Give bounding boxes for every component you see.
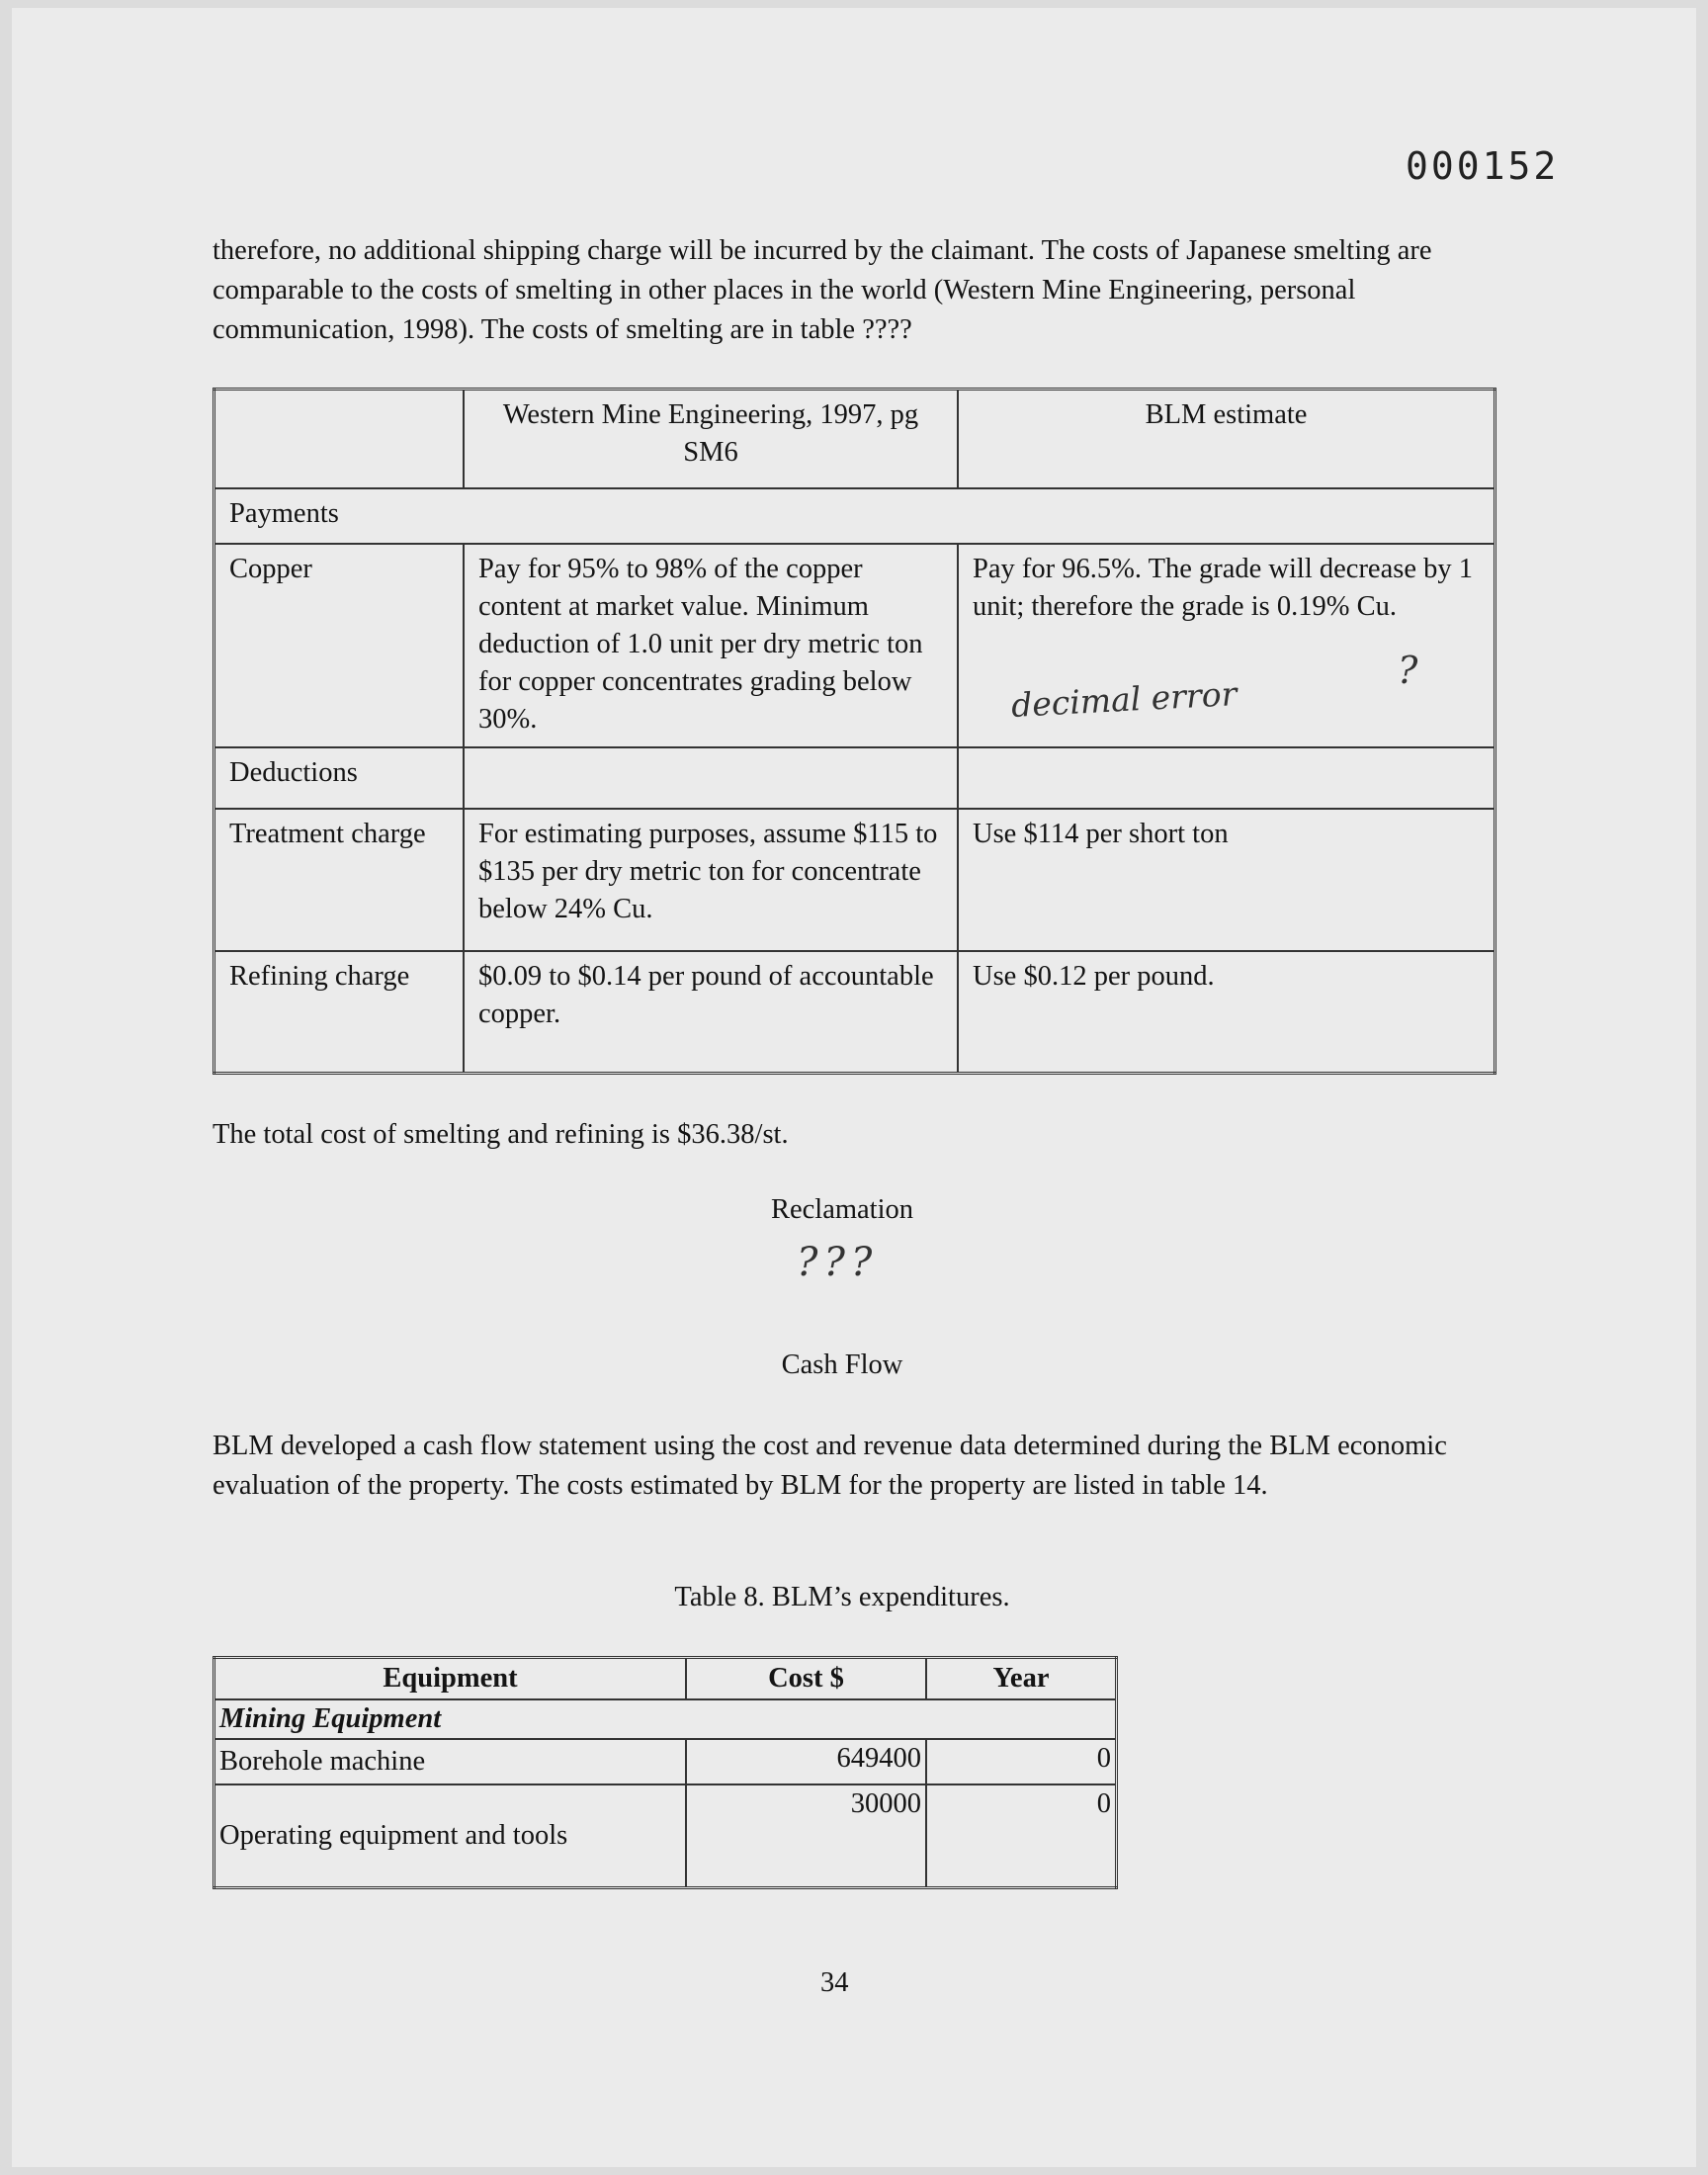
refining-label: Refining charge (214, 951, 465, 1074)
year-cell: 0 (926, 1739, 1117, 1784)
document-number: 000152 (1406, 144, 1560, 188)
item-cell: Borehole machine (214, 1739, 687, 1784)
payments-label: Payments (214, 488, 1495, 544)
handwritten-decimal-error: decimal error (1010, 674, 1238, 725)
cashflow-paragraph: BLM developed a cash flow statement using the cost and revenue data determined during the BLM economic evaluation of the property. The costs estimated by BLM for the property are listed in table 14. (213, 1431, 1447, 1501)
deductions-blm-empty (958, 747, 1495, 809)
document-page (12, 8, 1696, 2167)
cost-cell: 649400 (686, 1739, 926, 1784)
page-number: 34 (820, 1967, 849, 1998)
copper-wme: Pay for 95% to 98% of the copper content at market value. Minimum deduction of 1.0 unit per dry metric ton for copper concentrates grading below 30%. (464, 544, 958, 747)
deductions-label: Deductions (214, 747, 465, 809)
year-cell: 0 (926, 1784, 1117, 1888)
handwritten-question-mark: ? (1398, 649, 1418, 692)
refining-wme: $0.09 to $0.14 per pound of accountable copper. (464, 951, 958, 1074)
header-empty (214, 390, 465, 488)
header-blm: BLM estimate (958, 390, 1495, 488)
copper-blm-text: Pay for 96.5%. The grade will decrease by 1 unit; therefore the grade is 0.19% Cu. (973, 553, 1473, 622)
handwritten-reclamation-marks: ??? (797, 1240, 879, 1285)
treatment-wme: For estimating purposes, assume $115 to $135 per dry metric ton for concentrate below 24% Cu. (464, 809, 958, 951)
intro-paragraph: therefore, no additional shipping charge will be incurred by the claimant. The costs of Japanese smelting are comparable to the costs of smelting in other places in the world (Western Mine Engineering, personal communication, 1998). The costs of smelting are in table ???? (213, 235, 1432, 345)
deductions-wme-empty (464, 747, 958, 809)
header-wme: Western Mine Engineering, 1997, pg SM6 (464, 390, 958, 488)
expenditures-table (213, 1656, 1118, 1889)
treatment-blm: Use $114 per short ton (958, 809, 1495, 951)
col-cost: Cost $ (686, 1658, 926, 1699)
col-equipment: Equipment (214, 1658, 687, 1699)
treatment-label: Treatment charge (214, 809, 465, 951)
total-cost-sentence: The total cost of smelting and refining is $36.38/st. (213, 1119, 789, 1150)
col-year: Year (926, 1658, 1117, 1699)
cost-cell: 30000 (686, 1784, 926, 1888)
smelting-cost-table (213, 388, 1496, 1075)
reclamation-heading: Reclamation (770, 1194, 914, 1225)
table-row (214, 1739, 1117, 1784)
refining-blm: Use $0.12 per pound. (958, 951, 1495, 1074)
copper-label: Copper (214, 544, 465, 747)
section-mining-equipment: Mining Equipment (214, 1699, 1117, 1739)
table-row (214, 1784, 1117, 1888)
item-cell: Operating equipment and tools (214, 1784, 687, 1888)
table8-caption: Table 8. BLM’s expenditures. (674, 1582, 1010, 1612)
cashflow-heading: Cash Flow (781, 1349, 903, 1380)
